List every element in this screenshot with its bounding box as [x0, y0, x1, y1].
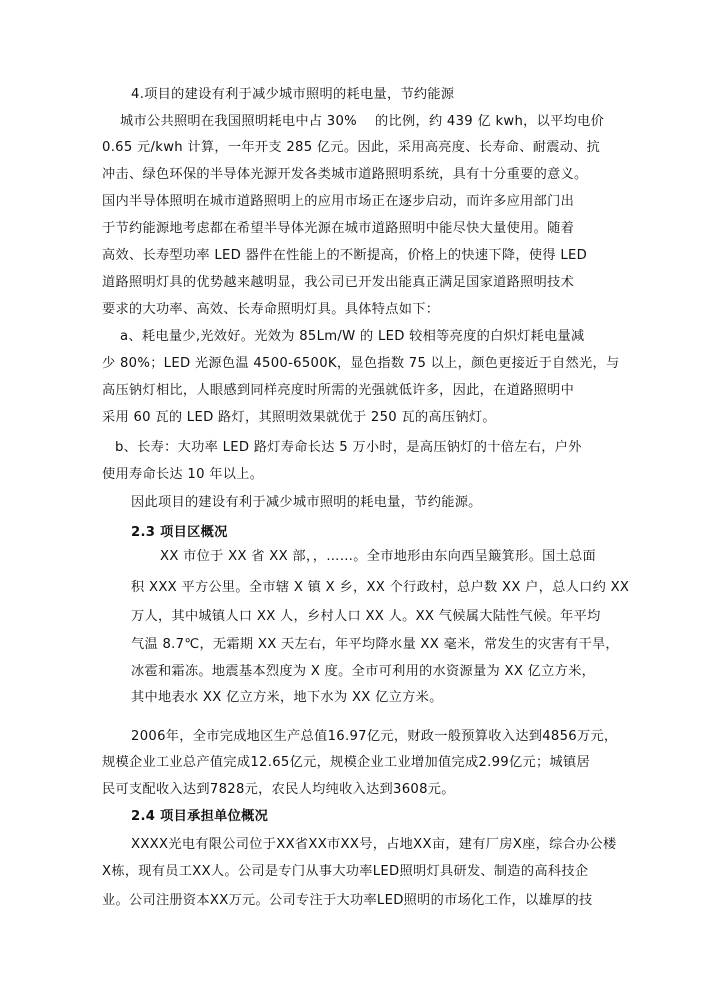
paragraph-line: 国内半导体照明在城市道路照明上的应用市场正在逐步启动，而许多应用部门出 [102, 194, 575, 209]
paragraph-line: 冰雹和霜冻。地震基本烈度为 X 度。全市可利用的水资源量为 XX 亿立方米， [131, 664, 596, 679]
paragraph-line: 万人，其中城镇人口 XX 人，乡村人口 XX 人。XX 气候属大陆性气候。年平均 [131, 609, 601, 624]
section-2-4-heading: 2.4 项目承担单位概况 [131, 809, 269, 824]
paragraph-line: X栋，现有员工XX人。公司是专门从事大功率LED照明灯具研发、制造的高科技企 [102, 864, 589, 879]
paragraph-line: 于节约能源地考虑都在希望半导体光源在城市道路照明中能尽快大量使用。随着 [102, 221, 575, 236]
section-2-3-heading: 2.3 项目区概况 [131, 525, 228, 540]
paragraph-line: 规模企业工业总产值完成12.65亿元，规模企业工业增加值完成2.99亿元；城镇居 [102, 755, 590, 770]
paragraph-line: 冲击、绿色环保的半导体光源开发各类城市道路照明系统，具有十分重要的意义。 [102, 167, 588, 182]
paragraph-line: 其中地表水 XX 亿立方米，地下水为 XX 亿立方米。 [131, 690, 443, 705]
paragraph-line: 道路照明灯具的优势越来越明显，我公司已开发出能真正满足国家道路照明技术 [102, 275, 575, 290]
paragraph-line: XXXX光电有限公司位于XX省XX市XX号，占地XX亩，建有厂房X座，综合办公楼 [131, 837, 617, 852]
paragraph-line: 城市公共照明在我国照明耗电中占 30% 的比例，约 439 亿 kwh，以平均电价 [120, 114, 605, 129]
point-b-line: b、长寿：大功率 LED 路灯寿命长达 5 万小时，是高压钠灯的十倍左右，户外 [115, 440, 582, 455]
paragraph-line: 积 XXX 平方公里。全市辖 X 镇 X 乡，XX 个行政村，总户数 XX 户，总人口约 XX [131, 580, 630, 595]
point-a-line: 采用 60 瓦的 LED 路灯，其照明效果就优于 250 瓦的高压钠灯。 [102, 410, 496, 425]
paragraph-line: 业。公司注册资本XX万元。公司专注于大功率LED照明的市场化工作，以雄厚的技 [102, 893, 593, 908]
point-a-line: 少 80%；LED 光源色温 4500-6500K，显色指数 75 以上，颜色更接近于自然光，与 [102, 356, 620, 371]
paragraph-line: 要求的大功率、高效、长寿命照明灯具。具体特点如下： [102, 302, 440, 317]
section4-heading: 4.项目的建设有利于减少城市照明的耗电量，节约能源 [131, 87, 455, 102]
paragraph-line: 高效、长寿型功率 LED 器件在性能上的不断提高，价格上的快速下降，使得 LED [102, 248, 588, 263]
paragraph-line: 2006年，全市完成地区生产总值16.97亿元，财政一般预算收入达到4856万元， [131, 729, 618, 744]
point-a-line: 高压钠灯相比，人眼感到同样亮度时所需的光强就低许多，因此，在道路照明中 [102, 383, 575, 398]
conclusion-line: 因此项目的建设有利于减少城市照明的耗电量，节约能源。 [131, 495, 482, 510]
paragraph-line: 气温 8.7℃，无霜期 XX 天左右，年平均降水量 XX 毫米，常发生的灾害有干旱， [131, 637, 619, 652]
paragraph-line: XX 市位于 XX 省 XX 部，，……。全市地形由东向西呈簸箕形。国土总面 [160, 549, 597, 564]
point-a-line: a、耗电量少,光效好。光效为 85Lm/W 的 LED 较相等亮度的白炽灯耗电量减 [120, 329, 585, 344]
paragraph-line: 0.65 元/kwh 计算，一年开支 285 亿元。因此，采用高亮度、长寿命、耐震动、抗 [102, 140, 601, 155]
paragraph-line: 民可支配收入达到7828元，农民人均纯收入达到3608元。 [102, 782, 455, 797]
point-b-line: 使用寿命长达 10 年以上。 [102, 467, 264, 482]
